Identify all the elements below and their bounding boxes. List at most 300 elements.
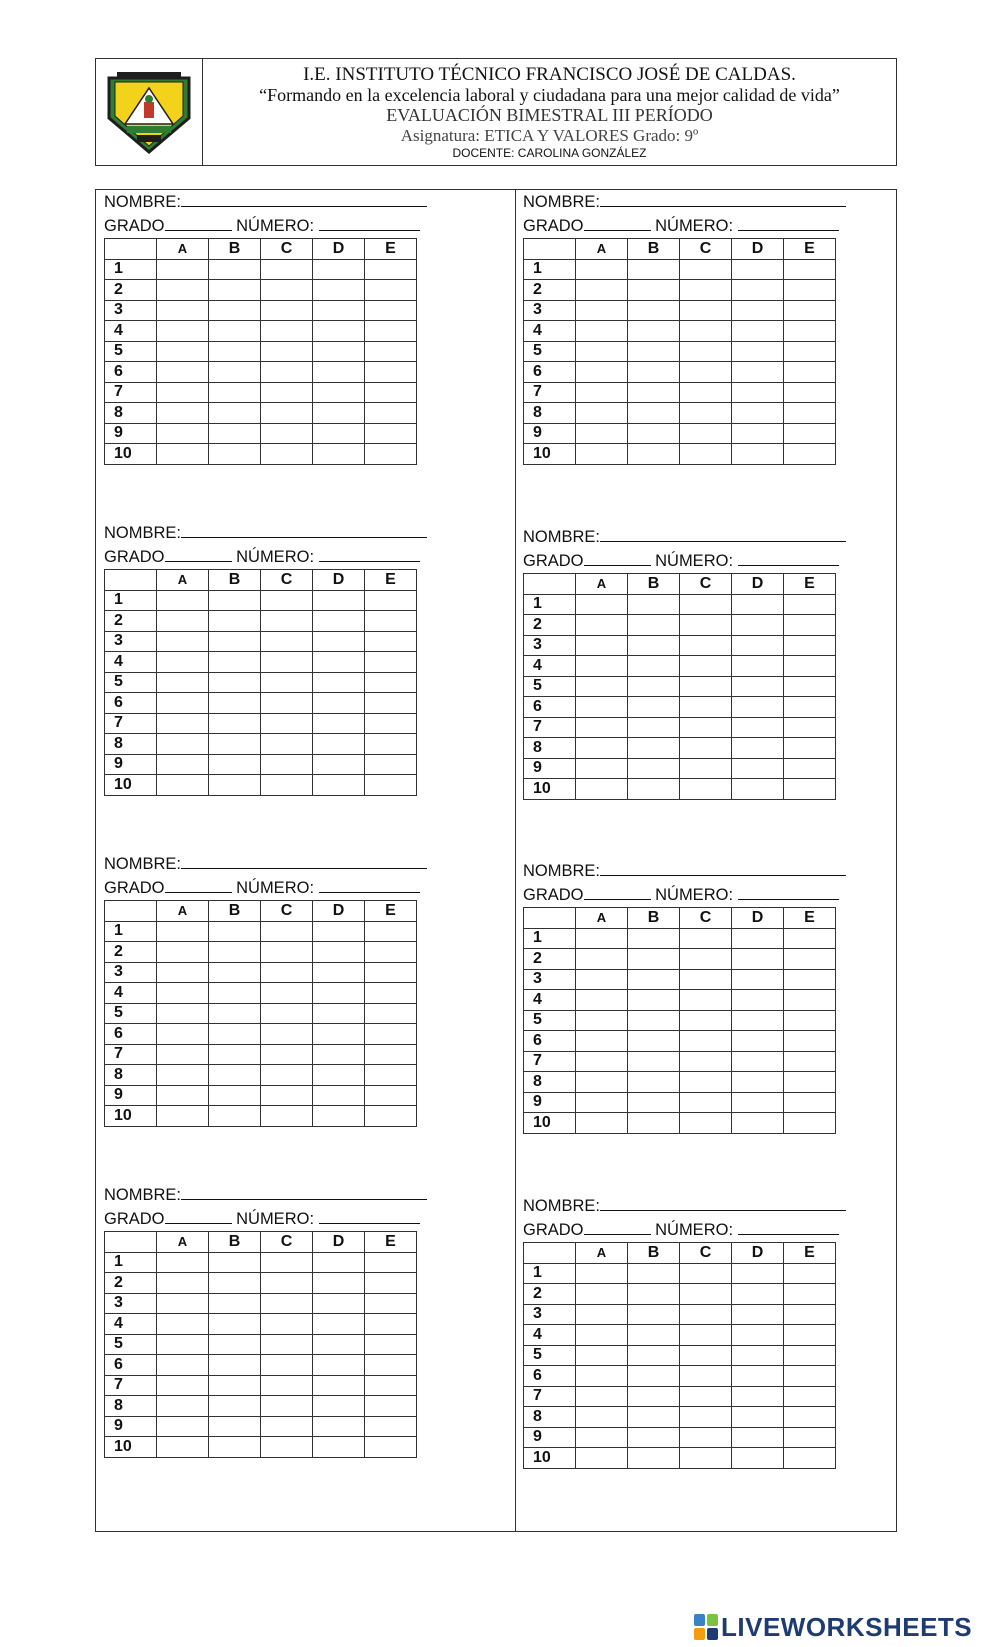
answer-cell[interactable] xyxy=(680,1031,732,1052)
answer-cell[interactable] xyxy=(784,928,836,949)
answer-cell[interactable] xyxy=(365,1024,417,1045)
answer-cell[interactable] xyxy=(261,259,313,280)
answer-cell[interactable] xyxy=(209,754,261,775)
answer-cell[interactable] xyxy=(313,631,365,652)
answer-cell[interactable] xyxy=(313,1293,365,1314)
answer-cell[interactable] xyxy=(157,942,209,963)
answer-cell[interactable] xyxy=(576,280,628,301)
answer-cell[interactable] xyxy=(365,631,417,652)
answer-cell[interactable] xyxy=(157,713,209,734)
answer-cell[interactable] xyxy=(576,1304,628,1325)
answer-cell[interactable] xyxy=(157,983,209,1004)
answer-cell[interactable] xyxy=(313,1355,365,1376)
answer-cell[interactable] xyxy=(157,693,209,714)
answer-cell[interactable] xyxy=(576,1072,628,1093)
answer-cell[interactable] xyxy=(313,1085,365,1106)
answer-cell[interactable] xyxy=(313,321,365,342)
answer-cell[interactable] xyxy=(628,969,680,990)
answer-cell[interactable] xyxy=(680,594,732,615)
answer-cell[interactable] xyxy=(784,1284,836,1305)
answer-cell[interactable] xyxy=(680,779,732,800)
answer-cell[interactable] xyxy=(313,362,365,383)
answer-cell[interactable] xyxy=(680,758,732,779)
answer-cell[interactable] xyxy=(680,990,732,1011)
answer-cell[interactable] xyxy=(313,259,365,280)
answer-cell[interactable] xyxy=(261,713,313,734)
answer-cell[interactable] xyxy=(732,280,784,301)
answer-cell[interactable] xyxy=(628,1345,680,1366)
answer-cell[interactable] xyxy=(209,1375,261,1396)
answer-cell[interactable] xyxy=(365,1252,417,1273)
answer-cell[interactable] xyxy=(732,321,784,342)
answer-cell[interactable] xyxy=(784,656,836,677)
answer-cell[interactable] xyxy=(784,1051,836,1072)
answer-cell[interactable] xyxy=(732,403,784,424)
answer-cell[interactable] xyxy=(680,1072,732,1093)
answer-cell[interactable] xyxy=(732,969,784,990)
answer-cell[interactable] xyxy=(209,1314,261,1335)
answer-cell[interactable] xyxy=(157,1252,209,1273)
answer-cell[interactable] xyxy=(261,693,313,714)
nombre-blank[interactable] xyxy=(600,189,846,207)
answer-cell[interactable] xyxy=(157,672,209,693)
answer-cell[interactable] xyxy=(313,713,365,734)
answer-cell[interactable] xyxy=(209,734,261,755)
answer-cell[interactable] xyxy=(576,990,628,1011)
answer-cell[interactable] xyxy=(209,300,261,321)
numero-blank[interactable] xyxy=(319,213,420,231)
nombre-blank[interactable] xyxy=(600,858,846,876)
answer-cell[interactable] xyxy=(576,444,628,465)
answer-cell[interactable] xyxy=(784,444,836,465)
answer-cell[interactable] xyxy=(313,341,365,362)
answer-cell[interactable] xyxy=(680,1366,732,1387)
answer-cell[interactable] xyxy=(313,1065,365,1086)
answer-cell[interactable] xyxy=(365,1334,417,1355)
answer-cell[interactable] xyxy=(157,341,209,362)
answer-cell[interactable] xyxy=(261,1273,313,1294)
answer-cell[interactable] xyxy=(576,949,628,970)
answer-cell[interactable] xyxy=(313,983,365,1004)
answer-cell[interactable] xyxy=(209,1252,261,1273)
answer-cell[interactable] xyxy=(209,1003,261,1024)
answer-cell[interactable] xyxy=(576,423,628,444)
answer-cell[interactable] xyxy=(261,1252,313,1273)
answer-cell[interactable] xyxy=(576,1051,628,1072)
answer-cell[interactable] xyxy=(732,738,784,759)
answer-cell[interactable] xyxy=(209,631,261,652)
answer-cell[interactable] xyxy=(576,1325,628,1346)
answer-cell[interactable] xyxy=(732,1345,784,1366)
answer-cell[interactable] xyxy=(209,652,261,673)
answer-cell[interactable] xyxy=(261,921,313,942)
answer-cell[interactable] xyxy=(157,280,209,301)
nombre-blank[interactable] xyxy=(181,851,427,869)
answer-cell[interactable] xyxy=(157,652,209,673)
answer-cell[interactable] xyxy=(365,444,417,465)
answer-cell[interactable] xyxy=(784,615,836,636)
answer-cell[interactable] xyxy=(157,590,209,611)
answer-cell[interactable] xyxy=(313,693,365,714)
answer-cell[interactable] xyxy=(628,1304,680,1325)
answer-cell[interactable] xyxy=(784,382,836,403)
answer-cell[interactable] xyxy=(365,1375,417,1396)
answer-cell[interactable] xyxy=(365,652,417,673)
answer-cell[interactable] xyxy=(784,321,836,342)
answer-cell[interactable] xyxy=(157,1024,209,1045)
answer-cell[interactable] xyxy=(732,362,784,383)
answer-cell[interactable] xyxy=(209,1024,261,1045)
answer-cell[interactable] xyxy=(628,300,680,321)
answer-cell[interactable] xyxy=(313,590,365,611)
answer-cell[interactable] xyxy=(732,949,784,970)
answer-cell[interactable] xyxy=(576,1448,628,1469)
answer-cell[interactable] xyxy=(313,1314,365,1335)
answer-cell[interactable] xyxy=(365,962,417,983)
answer-cell[interactable] xyxy=(365,754,417,775)
grado-blank[interactable] xyxy=(584,548,651,566)
answer-cell[interactable] xyxy=(732,1092,784,1113)
answer-cell[interactable] xyxy=(261,1293,313,1314)
answer-cell[interactable] xyxy=(784,423,836,444)
answer-cell[interactable] xyxy=(365,280,417,301)
answer-cell[interactable] xyxy=(628,1386,680,1407)
answer-cell[interactable] xyxy=(365,403,417,424)
answer-cell[interactable] xyxy=(261,754,313,775)
answer-cell[interactable] xyxy=(680,697,732,718)
answer-cell[interactable] xyxy=(784,1263,836,1284)
answer-cell[interactable] xyxy=(209,775,261,796)
answer-cell[interactable] xyxy=(261,631,313,652)
answer-cell[interactable] xyxy=(576,1113,628,1134)
answer-cell[interactable] xyxy=(784,1304,836,1325)
answer-cell[interactable] xyxy=(680,1427,732,1448)
answer-cell[interactable] xyxy=(732,1010,784,1031)
answer-cell[interactable] xyxy=(261,611,313,632)
answer-cell[interactable] xyxy=(576,300,628,321)
answer-cell[interactable] xyxy=(628,1366,680,1387)
answer-cell[interactable] xyxy=(365,590,417,611)
answer-cell[interactable] xyxy=(628,758,680,779)
nombre-blank[interactable] xyxy=(181,520,427,538)
answer-cell[interactable] xyxy=(261,1065,313,1086)
answer-cell[interactable] xyxy=(157,1273,209,1294)
answer-cell[interactable] xyxy=(576,738,628,759)
answer-cell[interactable] xyxy=(784,1325,836,1346)
answer-cell[interactable] xyxy=(209,280,261,301)
answer-cell[interactable] xyxy=(628,382,680,403)
answer-cell[interactable] xyxy=(313,280,365,301)
answer-cell[interactable] xyxy=(261,1003,313,1024)
answer-cell[interactable] xyxy=(732,1366,784,1387)
answer-cell[interactable] xyxy=(732,758,784,779)
answer-cell[interactable] xyxy=(732,1427,784,1448)
answer-cell[interactable] xyxy=(784,758,836,779)
answer-cell[interactable] xyxy=(576,1427,628,1448)
answer-cell[interactable] xyxy=(365,1437,417,1458)
numero-blank[interactable] xyxy=(319,1206,420,1224)
answer-cell[interactable] xyxy=(784,594,836,615)
answer-cell[interactable] xyxy=(628,717,680,738)
answer-cell[interactable] xyxy=(261,403,313,424)
answer-cell[interactable] xyxy=(365,423,417,444)
answer-cell[interactable] xyxy=(209,590,261,611)
answer-cell[interactable] xyxy=(680,1407,732,1428)
answer-cell[interactable] xyxy=(157,754,209,775)
answer-cell[interactable] xyxy=(209,611,261,632)
answer-cell[interactable] xyxy=(576,594,628,615)
answer-cell[interactable] xyxy=(732,1325,784,1346)
answer-cell[interactable] xyxy=(576,717,628,738)
answer-cell[interactable] xyxy=(157,1396,209,1417)
answer-cell[interactable] xyxy=(784,717,836,738)
answer-cell[interactable] xyxy=(157,1437,209,1458)
answer-cell[interactable] xyxy=(313,1044,365,1065)
answer-cell[interactable] xyxy=(157,1355,209,1376)
answer-cell[interactable] xyxy=(628,1051,680,1072)
answer-cell[interactable] xyxy=(628,1072,680,1093)
answer-cell[interactable] xyxy=(680,949,732,970)
grado-blank[interactable] xyxy=(584,213,651,231)
numero-blank[interactable] xyxy=(319,544,420,562)
answer-cell[interactable] xyxy=(365,983,417,1004)
answer-cell[interactable] xyxy=(313,1334,365,1355)
answer-cell[interactable] xyxy=(209,1044,261,1065)
nombre-blank[interactable] xyxy=(181,1182,427,1200)
answer-cell[interactable] xyxy=(628,321,680,342)
grado-blank[interactable] xyxy=(584,1217,651,1235)
answer-cell[interactable] xyxy=(680,321,732,342)
answer-cell[interactable] xyxy=(784,738,836,759)
answer-cell[interactable] xyxy=(732,382,784,403)
answer-cell[interactable] xyxy=(784,635,836,656)
answer-cell[interactable] xyxy=(365,259,417,280)
answer-cell[interactable] xyxy=(576,1092,628,1113)
answer-cell[interactable] xyxy=(209,983,261,1004)
answer-cell[interactable] xyxy=(732,300,784,321)
answer-cell[interactable] xyxy=(261,300,313,321)
answer-cell[interactable] xyxy=(732,1113,784,1134)
grado-blank[interactable] xyxy=(165,1206,232,1224)
answer-cell[interactable] xyxy=(157,423,209,444)
answer-cell[interactable] xyxy=(680,1051,732,1072)
answer-cell[interactable] xyxy=(365,321,417,342)
answer-cell[interactable] xyxy=(628,1010,680,1031)
answer-cell[interactable] xyxy=(732,1448,784,1469)
answer-cell[interactable] xyxy=(628,1325,680,1346)
answer-cell[interactable] xyxy=(576,635,628,656)
answer-cell[interactable] xyxy=(628,259,680,280)
answer-cell[interactable] xyxy=(365,921,417,942)
answer-cell[interactable] xyxy=(261,1437,313,1458)
answer-cell[interactable] xyxy=(784,280,836,301)
answer-cell[interactable] xyxy=(261,942,313,963)
answer-cell[interactable] xyxy=(784,990,836,1011)
answer-cell[interactable] xyxy=(365,1293,417,1314)
answer-cell[interactable] xyxy=(732,779,784,800)
answer-cell[interactable] xyxy=(576,1407,628,1428)
answer-cell[interactable] xyxy=(732,697,784,718)
answer-cell[interactable] xyxy=(261,962,313,983)
answer-cell[interactable] xyxy=(261,1314,313,1335)
answer-cell[interactable] xyxy=(576,928,628,949)
answer-cell[interactable] xyxy=(576,1010,628,1031)
answer-cell[interactable] xyxy=(576,1284,628,1305)
answer-cell[interactable] xyxy=(261,652,313,673)
answer-cell[interactable] xyxy=(365,1396,417,1417)
answer-cell[interactable] xyxy=(365,382,417,403)
answer-cell[interactable] xyxy=(732,1386,784,1407)
answer-cell[interactable] xyxy=(732,928,784,949)
grado-blank[interactable] xyxy=(165,213,232,231)
answer-cell[interactable] xyxy=(209,382,261,403)
answer-cell[interactable] xyxy=(209,423,261,444)
answer-cell[interactable] xyxy=(576,1366,628,1387)
answer-cell[interactable] xyxy=(365,1314,417,1335)
nombre-blank[interactable] xyxy=(600,1193,846,1211)
answer-cell[interactable] xyxy=(261,1355,313,1376)
answer-cell[interactable] xyxy=(784,1113,836,1134)
answer-cell[interactable] xyxy=(313,754,365,775)
answer-cell[interactable] xyxy=(732,990,784,1011)
answer-cell[interactable] xyxy=(628,697,680,718)
answer-cell[interactable] xyxy=(313,1252,365,1273)
answer-cell[interactable] xyxy=(209,259,261,280)
answer-cell[interactable] xyxy=(261,1044,313,1065)
answer-cell[interactable] xyxy=(157,444,209,465)
answer-cell[interactable] xyxy=(784,341,836,362)
nombre-blank[interactable] xyxy=(600,524,846,542)
answer-cell[interactable] xyxy=(732,1284,784,1305)
answer-cell[interactable] xyxy=(313,734,365,755)
answer-cell[interactable] xyxy=(680,1386,732,1407)
answer-cell[interactable] xyxy=(680,1010,732,1031)
answer-cell[interactable] xyxy=(784,676,836,697)
answer-cell[interactable] xyxy=(784,1448,836,1469)
answer-cell[interactable] xyxy=(313,1024,365,1045)
answer-cell[interactable] xyxy=(365,672,417,693)
answer-cell[interactable] xyxy=(732,259,784,280)
answer-cell[interactable] xyxy=(313,942,365,963)
answer-cell[interactable] xyxy=(628,1113,680,1134)
answer-cell[interactable] xyxy=(261,423,313,444)
answer-cell[interactable] xyxy=(732,1304,784,1325)
answer-cell[interactable] xyxy=(680,1263,732,1284)
answer-cell[interactable] xyxy=(365,611,417,632)
answer-cell[interactable] xyxy=(209,1293,261,1314)
answer-cell[interactable] xyxy=(576,382,628,403)
answer-cell[interactable] xyxy=(261,1396,313,1417)
answer-cell[interactable] xyxy=(576,656,628,677)
answer-cell[interactable] xyxy=(576,1345,628,1366)
answer-cell[interactable] xyxy=(576,1031,628,1052)
answer-cell[interactable] xyxy=(680,656,732,677)
answer-cell[interactable] xyxy=(261,1085,313,1106)
answer-cell[interactable] xyxy=(628,656,680,677)
answer-cell[interactable] xyxy=(680,717,732,738)
answer-cell[interactable] xyxy=(261,775,313,796)
answer-cell[interactable] xyxy=(784,1345,836,1366)
answer-cell[interactable] xyxy=(628,738,680,759)
answer-cell[interactable] xyxy=(680,1325,732,1346)
answer-cell[interactable] xyxy=(157,734,209,755)
answer-cell[interactable] xyxy=(365,1065,417,1086)
answer-cell[interactable] xyxy=(157,300,209,321)
answer-cell[interactable] xyxy=(732,341,784,362)
answer-cell[interactable] xyxy=(576,758,628,779)
answer-cell[interactable] xyxy=(680,1113,732,1134)
answer-cell[interactable] xyxy=(628,423,680,444)
answer-cell[interactable] xyxy=(628,615,680,636)
answer-cell[interactable] xyxy=(628,1407,680,1428)
answer-cell[interactable] xyxy=(261,672,313,693)
answer-cell[interactable] xyxy=(209,1437,261,1458)
answer-cell[interactable] xyxy=(784,779,836,800)
numero-blank[interactable] xyxy=(738,213,839,231)
answer-cell[interactable] xyxy=(365,1085,417,1106)
answer-cell[interactable] xyxy=(365,1416,417,1437)
answer-cell[interactable] xyxy=(365,713,417,734)
answer-cell[interactable] xyxy=(157,1003,209,1024)
answer-cell[interactable] xyxy=(209,713,261,734)
answer-cell[interactable] xyxy=(628,1263,680,1284)
answer-cell[interactable] xyxy=(209,672,261,693)
answer-cell[interactable] xyxy=(732,444,784,465)
answer-cell[interactable] xyxy=(157,1065,209,1086)
answer-cell[interactable] xyxy=(261,983,313,1004)
answer-cell[interactable] xyxy=(732,1051,784,1072)
answer-cell[interactable] xyxy=(732,594,784,615)
answer-cell[interactable] xyxy=(157,1416,209,1437)
answer-cell[interactable] xyxy=(680,423,732,444)
answer-cell[interactable] xyxy=(313,921,365,942)
answer-cell[interactable] xyxy=(313,1273,365,1294)
answer-cell[interactable] xyxy=(784,300,836,321)
answer-cell[interactable] xyxy=(365,1273,417,1294)
answer-cell[interactable] xyxy=(680,362,732,383)
answer-cell[interactable] xyxy=(784,259,836,280)
answer-cell[interactable] xyxy=(576,403,628,424)
answer-cell[interactable] xyxy=(628,1031,680,1052)
answer-cell[interactable] xyxy=(784,697,836,718)
answer-cell[interactable] xyxy=(157,403,209,424)
answer-cell[interactable] xyxy=(261,341,313,362)
answer-cell[interactable] xyxy=(157,259,209,280)
answer-cell[interactable] xyxy=(261,321,313,342)
answer-cell[interactable] xyxy=(209,1355,261,1376)
answer-cell[interactable] xyxy=(157,921,209,942)
answer-cell[interactable] xyxy=(680,259,732,280)
answer-cell[interactable] xyxy=(628,990,680,1011)
answer-cell[interactable] xyxy=(261,734,313,755)
answer-cell[interactable] xyxy=(365,1106,417,1127)
answer-cell[interactable] xyxy=(313,1437,365,1458)
answer-cell[interactable] xyxy=(784,1427,836,1448)
answer-cell[interactable] xyxy=(157,1106,209,1127)
answer-cell[interactable] xyxy=(784,1386,836,1407)
answer-cell[interactable] xyxy=(313,423,365,444)
answer-cell[interactable] xyxy=(628,779,680,800)
answer-cell[interactable] xyxy=(680,676,732,697)
answer-cell[interactable] xyxy=(576,779,628,800)
answer-cell[interactable] xyxy=(628,444,680,465)
answer-cell[interactable] xyxy=(628,594,680,615)
answer-cell[interactable] xyxy=(365,1003,417,1024)
answer-cell[interactable] xyxy=(157,321,209,342)
answer-cell[interactable] xyxy=(576,615,628,636)
answer-cell[interactable] xyxy=(680,928,732,949)
answer-cell[interactable] xyxy=(157,1314,209,1335)
